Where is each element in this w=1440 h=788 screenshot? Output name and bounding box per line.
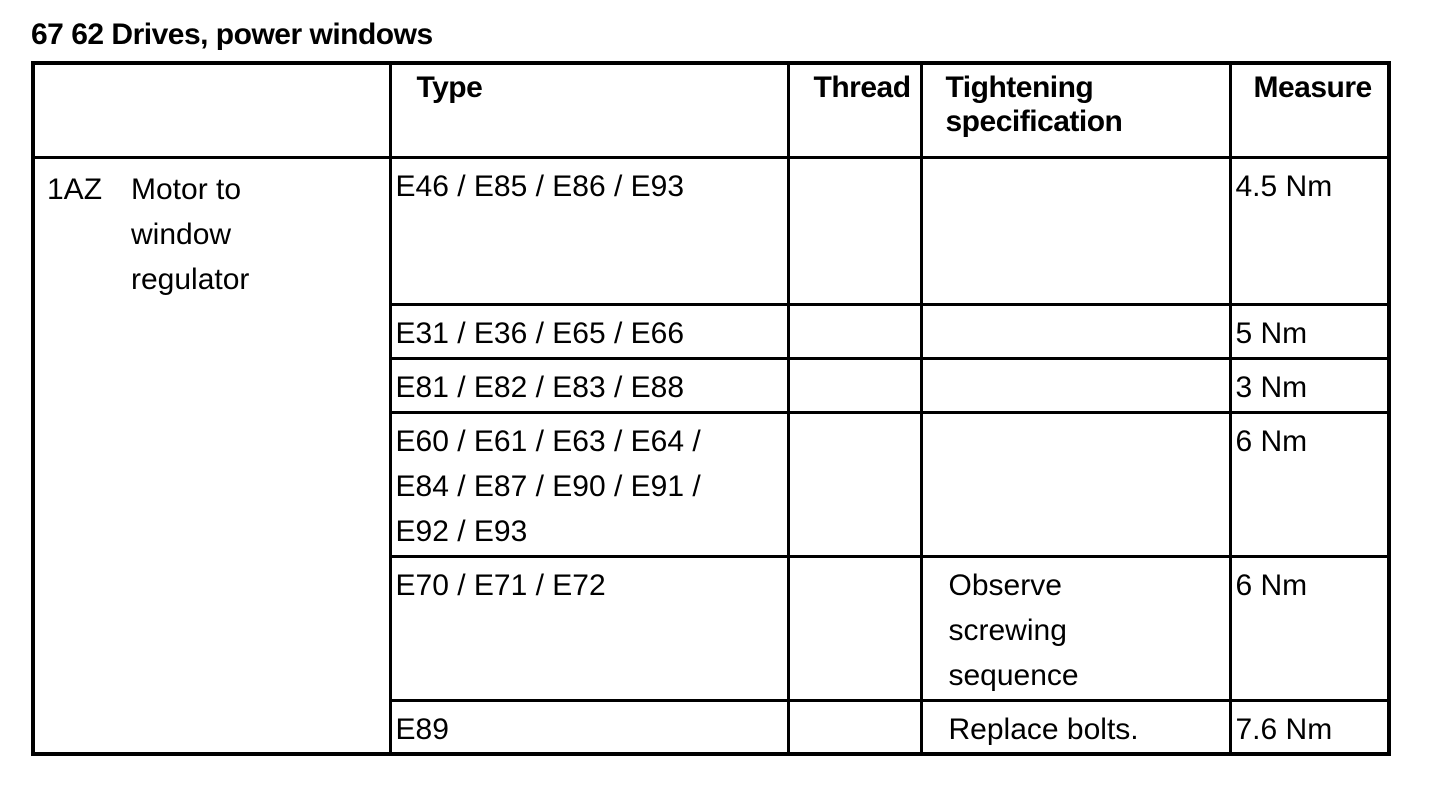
spec-cell <box>921 304 1230 358</box>
spec-line: Replace bolts. <box>948 712 1139 746</box>
part-description-line: window <box>131 217 232 251</box>
thread-cell <box>788 412 921 556</box>
part-description-line: regulator <box>131 262 250 296</box>
measure-cell: 4.5 Nm <box>1230 157 1389 304</box>
measure-cell: 3 Nm <box>1230 358 1389 412</box>
type-line: E84 / E87 / E90 / E91 / <box>395 469 701 503</box>
part-description-line: Motor to <box>131 172 242 206</box>
type-line: E60 / E61 / E63 / E64 / <box>395 424 701 458</box>
thread-cell <box>788 556 921 700</box>
measure-cell: 6 Nm <box>1230 412 1389 556</box>
table-row <box>33 157 1389 304</box>
header-thread: Thread <box>788 63 921 157</box>
header-tightening-specification <box>921 63 1230 157</box>
header-tightening-line-1: Tightening <box>945 71 1094 104</box>
spec-cell <box>921 700 1230 754</box>
measure-cell: 6 Nm <box>1230 556 1389 700</box>
torque-spec-table <box>31 61 1391 756</box>
header-type: Type <box>390 63 788 157</box>
type-cell: E31 / E36 / E65 / E66 <box>390 304 788 358</box>
measure-cell: 7.6 Nm <box>1230 700 1389 754</box>
thread-cell <box>788 358 921 412</box>
thread-cell <box>788 157 921 304</box>
header-tightening-line-2: specification <box>945 105 1123 138</box>
thread-cell <box>788 700 921 754</box>
spec-cell <box>921 358 1230 412</box>
table-header-row <box>33 63 1389 157</box>
spec-line: Observe <box>948 568 1062 602</box>
spec-line: sequence <box>948 658 1079 692</box>
part-code: 1AZ <box>47 172 103 206</box>
type-cell: E89 <box>390 700 788 754</box>
spec-cell <box>921 157 1230 304</box>
header-part <box>33 63 390 157</box>
header-measure: Measure <box>1230 63 1389 157</box>
spec-line: screwing <box>948 613 1067 647</box>
measure-cell: 5 Nm <box>1230 304 1389 358</box>
type-cell <box>390 412 788 556</box>
type-cell: E46 / E85 / E86 / E93 <box>390 157 788 304</box>
type-line: E92 / E93 <box>395 514 528 548</box>
spec-cell <box>921 556 1230 700</box>
thread-cell <box>788 304 921 358</box>
spec-cell <box>921 412 1230 556</box>
part-description <box>131 167 389 302</box>
type-cell: E70 / E71 / E72 <box>390 556 788 700</box>
part-cell <box>33 157 390 754</box>
page-title: 67 62 Drives, power windows <box>31 18 433 51</box>
type-cell: E81 / E82 / E83 / E88 <box>390 358 788 412</box>
